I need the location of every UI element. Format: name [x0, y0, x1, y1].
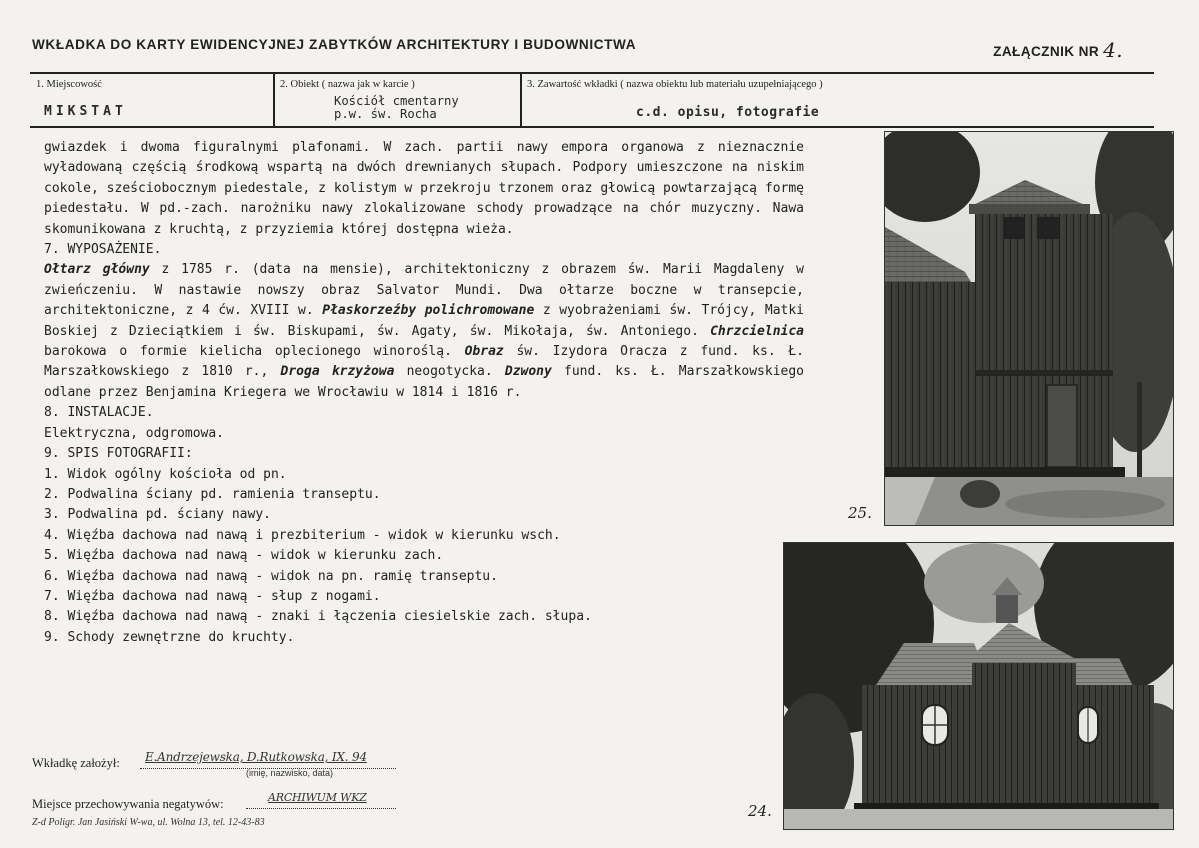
author-label: Wkładkę założył: [32, 756, 120, 770]
s7-text-1: z 1785 r. (data na mensie), architektoniczny z obrazem św. Marii Magdaleny w zwieńczeniu. W nastawie nowszy obraz Salvator Mundi. Dwa ołtarze boczne w transepcie, architektoniczne, z 4 ćw. XVIII w. [44, 262, 804, 319]
contents-label: 3. Zawartość wkładki ( nazwa obiektu lub materiału uzupełniającego ) [527, 79, 823, 90]
photo-list-item: 7. Więźba dachowa nad nawą - słup z nogami. [44, 588, 381, 604]
locality-label: 1. Miejscowość [36, 79, 102, 90]
term-stations: Droga krzyżowa [280, 364, 395, 380]
description-text [44, 138, 804, 648]
form-title: WKŁADKA DO KARTY EWIDENCYJNEJ ZABYTKÓW ARCHITEKTURY I BUDOWNICTWA [32, 37, 637, 52]
annex-number [993, 37, 1123, 61]
photo-list-item: 6. Więźba dachowa nad nawą - widok na pn. ramię transeptu. [44, 568, 498, 584]
term-reliefs: Płaskorzeźby polichromowane [322, 303, 535, 319]
author-signature: E.Andrzejewska, D.Rutkowska, IX. 94 [145, 750, 367, 764]
section-7-text [44, 260, 804, 403]
photo-bell-tower [884, 131, 1174, 526]
photo-bottom-number: 24. [748, 802, 772, 820]
annex-number-value: 4. [1103, 38, 1123, 62]
contents-value: c.d. opisu, fotografie [636, 105, 820, 120]
locality-value: MIKSTAT [44, 104, 127, 119]
storage-label: Miejsce przechowywania negatywów: [32, 797, 224, 811]
s7-text-5: neogotycka. [394, 364, 505, 380]
s7-text-2: z wyobrażeniami św. Trójcy, Matki Boskiej z Dzieciątkiem i św. Biskupami, św. Agaty, św. Mikołaja, św. Antoniego. [44, 303, 804, 339]
author-caption: (imię, nazwisko, data) [246, 768, 334, 778]
header-rule-top [30, 72, 1154, 74]
photo-top-number: 25. [848, 504, 872, 522]
object-value-line1: Kościół cmentarny [334, 94, 459, 108]
section-7-heading: 7. WYPOSAŻENIE. [44, 242, 162, 258]
object-value-line2: p.w. św. Rocha [334, 107, 437, 121]
photo-list-item: 4. Więźba dachowa nad nawą i prezbiterium - widok w kierunku wsch. [44, 527, 561, 543]
object-label: 2. Obiekt ( nazwa jak w karcie ) [280, 79, 415, 90]
s7-text-6: fund. ks. Ł. Marszałkowskiego odlane przez Benjamina Kriegera we Wrocławiu w 1814 i 1816 r. [44, 364, 805, 400]
section-9-heading: 9. SPIS FOTOGRAFII: [44, 446, 193, 462]
s7-text-4: św. Izydora Oracza z fund. ks. Ł. Marszałkowskiego z 1810 r., [44, 344, 804, 380]
s7-text-3: barokowa o formie kielicha oplecionego winoroślą. [44, 344, 465, 360]
photo-list-item: 3. Podwalina pd. ściany nawy. [44, 507, 271, 523]
annex-label: ZAŁĄCZNIK NR [993, 44, 1100, 59]
photo-list-item: 1. Widok ogólny kościoła od pn. [44, 466, 287, 482]
term-painting: Obraz [464, 344, 504, 360]
church-image [784, 543, 1173, 829]
section-8-text: Elektryczna, odgromowa. [44, 425, 225, 441]
photo-list-item: 8. Więźba dachowa nad nawą - znaki i łączenia ciesielskie zach. słupa. [44, 609, 592, 625]
printer-imprint: Z-d Poligr. Jan Jasiński W-wa, ul. Wolna 13, tel. 12-43-83 [32, 817, 265, 828]
term-bells: Dzwony [504, 364, 552, 380]
intro-paragraph: gwiazdek i dwoma figuralnymi plafonami. W zach. partii nawy empora organowa z nieznacznie wyładowaną częścią środkową wspartą na dwóch drewnianych słupach. Podpory umieszczone na niskim cokole, sześciobocznym piedestale, z kolistym w przekroju trzonem oraz głowicą powtarzającą formę piedestału. W pd.-zach. narożniku nawy zlokalizowane schody prowadzące na chór muzyczny. Nawa skomunikowana z kruchtą, z przyziemia której dostępna wieża. [44, 140, 804, 237]
storage-value: ARCHIWUM WKZ [268, 791, 367, 804]
photo-list-item: 9. Schody zewnętrzne do kruchty. [44, 629, 295, 645]
section-8-heading: 8. INSTALACJE. [44, 405, 154, 421]
storage-dotline [246, 808, 396, 809]
photo-list-item: 5. Więźba dachowa nad nawą - widok w kierunku zach. [44, 548, 444, 564]
header-rule-bottom [30, 126, 1154, 128]
term-font: Chrzcielnica [710, 323, 804, 339]
bell-tower-image [885, 132, 1173, 525]
photo-church-north-view [783, 542, 1174, 830]
field-divider-1 [273, 73, 275, 127]
term-main-altar: Ołtarz główny [44, 262, 150, 278]
photo-list-item: 2. Podwalina ściany pd. ramienia transeptu. [44, 486, 381, 502]
field-divider-2 [520, 73, 522, 127]
